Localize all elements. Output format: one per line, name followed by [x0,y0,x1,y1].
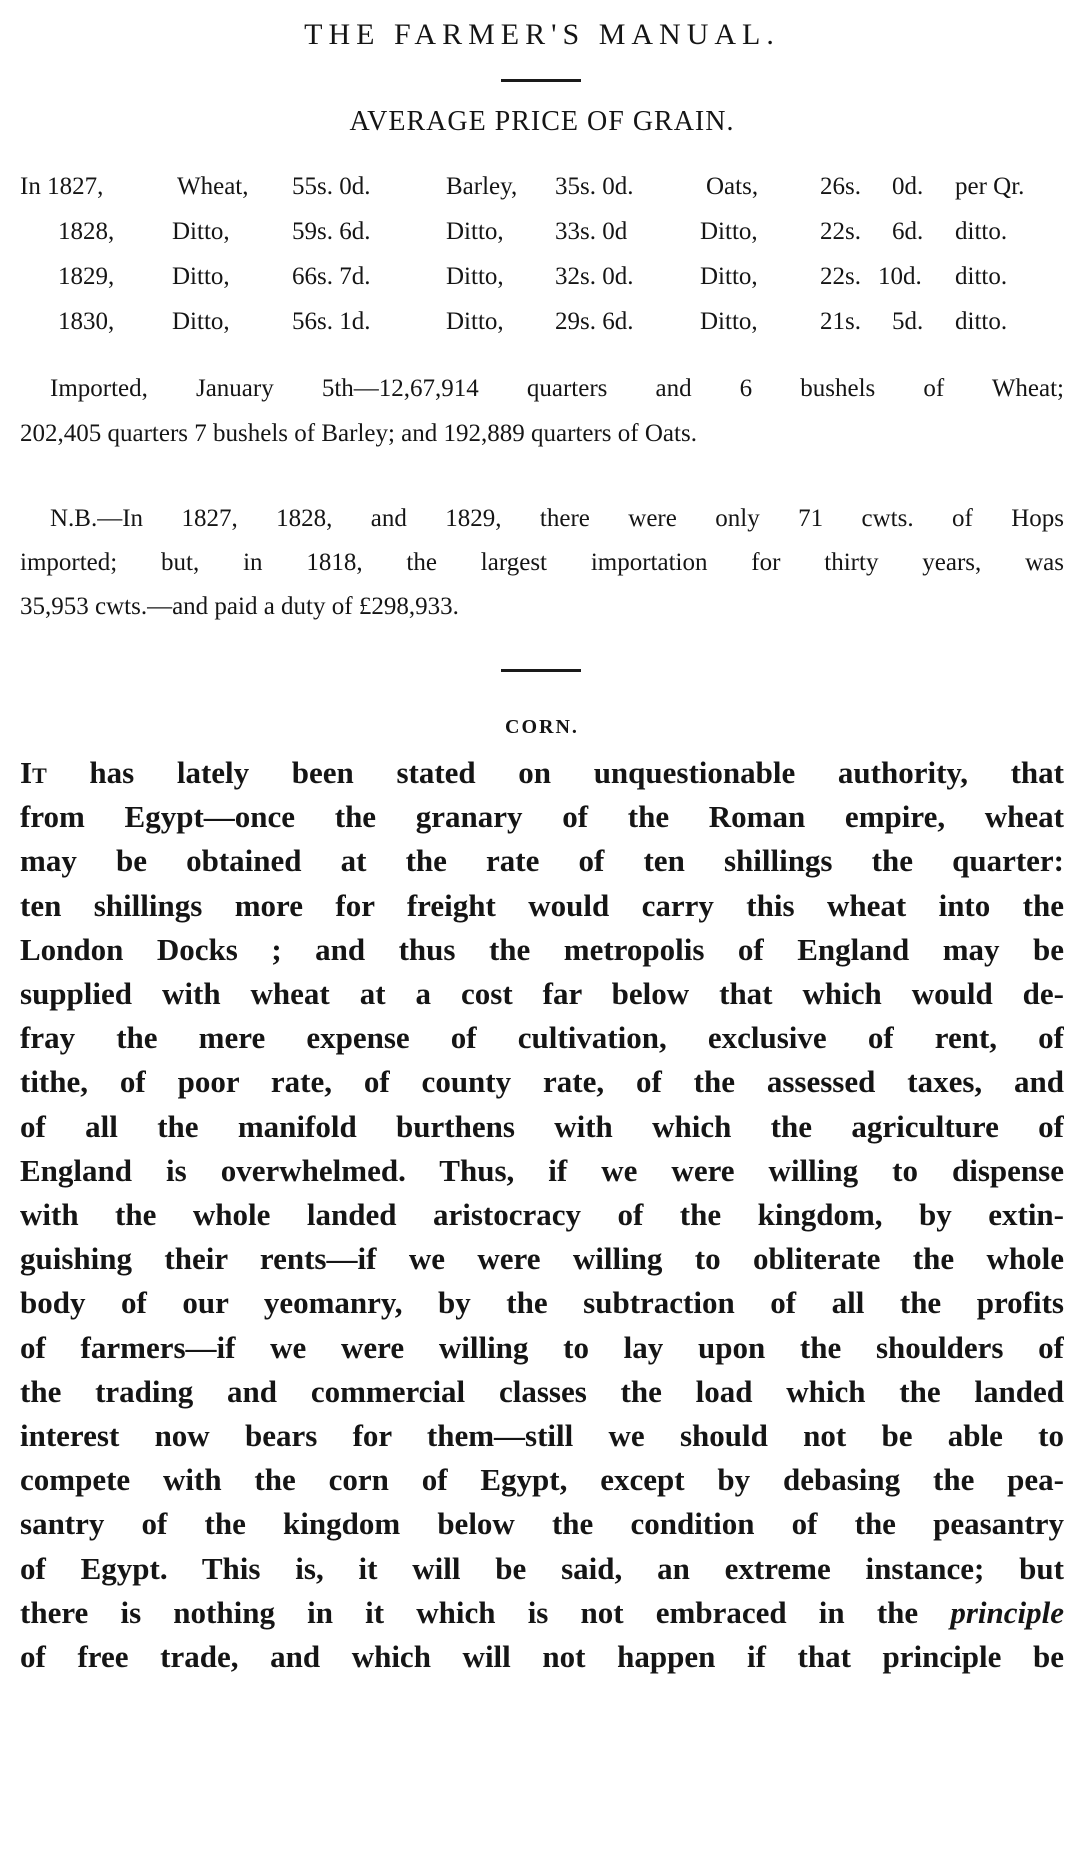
price-cell-oats-pence: 5d. [892,308,924,335]
price-cell-grain-wheat: Ditto, [172,263,230,290]
price-cell-year: 1830, [58,308,115,335]
price-cell-unit: ditto. [955,218,1008,245]
price-cell-oats-pence: 6d. [892,218,924,245]
price-cell-barley-price: 29s. 6d. [555,308,634,335]
price-row [0,218,1084,258]
text-line: fray the mere expense of cultivation, exclusive of rent, of [20,1020,1064,1056]
price-cell-wheat-price: 59s. 6d. [292,218,371,245]
text-line [20,755,1064,799]
price-cell-oats-pence: 10d. [878,263,922,290]
text-line: 35,953 cwts.—and paid a duty of £298,933. [20,593,459,620]
price-cell-grain-oats: Ditto, [700,263,758,290]
price-cell-unit: ditto. [955,263,1008,290]
text-line: tithe, of poor rate, of county rate, of the assessed taxes, and [20,1064,1064,1100]
text-line: England is overwhelmed. Thus, if we were willing to dispense [20,1152,1064,1188]
price-cell-wheat-price: 66s. 7d. [292,263,371,290]
price-cell-grain-oats: Oats, [706,173,759,200]
price-cell-year: 1828, [58,218,115,245]
price-row [0,308,1084,348]
price-cell-grain-wheat: Ditto, [172,218,230,245]
price-cell-barley-price: 33s. 0d [555,218,628,245]
price-cell-oats-shillings: 22s. [820,263,861,290]
price-cell-oats-pence: 0d. [892,173,924,200]
price-cell-unit: per Qr. [955,173,1025,200]
corn-heading: CORN. [505,716,579,738]
grain-price-title: AVERAGE PRICE OF GRAIN. [349,106,735,137]
text-line: N.B.—In 1827, 1828, and 1829, there were only 71 cwts. of Hops [50,505,1064,532]
text-line: compete with the corn of Egypt, except by debasing the pea- [20,1462,1064,1498]
line-text: has lately been stated on unquestionable authority, that [46,755,1064,790]
price-cell-unit: ditto. [955,308,1008,335]
text-line: with the whole landed aristocracy of the kingdom, by extin- [20,1197,1064,1232]
text-line: may be obtained at the rate of ten shillings the quarter: [20,843,1064,879]
text-line: interest now bears for them—still we should not be able to [20,1418,1064,1453]
price-cell-grain-oats: Ditto, [700,308,758,335]
divider-rule [501,669,581,672]
price-row [0,173,1084,213]
text-line: the trading and commercial classes the load which the landed [20,1373,1064,1409]
text-line: santry of the kingdom below the condition of the peasantry [20,1506,1064,1542]
price-cell-oats-shillings: 21s. [820,308,861,335]
text-line: ten shillings more for freight would carry this wheat into the [20,887,1064,923]
price-cell-oats-shillings: 26s. [820,173,861,200]
price-cell-barley-price: 32s. 0d. [555,263,634,290]
price-cell-grain-barley: Ditto, [446,218,504,245]
divider-rule [501,79,581,82]
text-line: of all the manifold burthens with which the agriculture of [20,1108,1064,1144]
price-cell-grain-barley: Ditto, [446,308,504,335]
text-line: of free trade, and which will not happen if that principle be [20,1639,1064,1674]
text-line: from Egypt—once the granary of the Roman empire, wheat [20,799,1064,835]
drop-word: It [20,755,47,790]
text-line [20,1595,1064,1639]
price-cell-year: In 1827, [20,173,104,200]
emphasis-word: principle [950,1594,1064,1630]
price-row [0,263,1084,303]
text-line: supplied with wheat at a cost far below that which would de- [20,976,1064,1011]
line-text: there is nothing in it which is not embraced in the [20,1594,951,1630]
price-cell-grain-wheat: Wheat, [177,173,249,200]
price-cell-grain-wheat: Ditto, [172,308,230,335]
text-line: of farmers—if we were willing to lay upon the shoulders of [20,1329,1064,1365]
text-line: imported; but, in 1818, the largest importation for thirty years, was [20,549,1064,576]
price-cell-grain-barley: Ditto, [446,263,504,290]
price-cell-grain-barley: Barley, [446,173,518,200]
price-cell-barley-price: 35s. 0d. [555,173,634,200]
price-cell-oats-shillings: 22s. [820,218,861,245]
text-line: guishing their rents—if we were willing to obliterate the whole [20,1241,1064,1277]
price-cell-wheat-price: 55s. 0d. [292,173,371,200]
price-cell-grain-oats: Ditto, [700,218,758,245]
text-line: 202,405 quarters 7 bushels of Barley; and 192,889 quarters of Oats. [20,420,697,447]
running-title: THE FARMER'S MANUAL. [304,18,780,51]
text-line: of Egypt. This is, it will be said, an extreme instance; but [20,1550,1064,1586]
text-line: Imported, January 5th—12,67,914 quarters and 6 bushels of Wheat; [50,375,1064,402]
text-line: London Docks ; and thus the metropolis of England may be [20,931,1064,967]
price-cell-year: 1829, [58,263,115,290]
text-line: body of our yeomanry, by the subtraction of all the profits [20,1285,1064,1321]
price-cell-wheat-price: 56s. 1d. [292,308,371,335]
